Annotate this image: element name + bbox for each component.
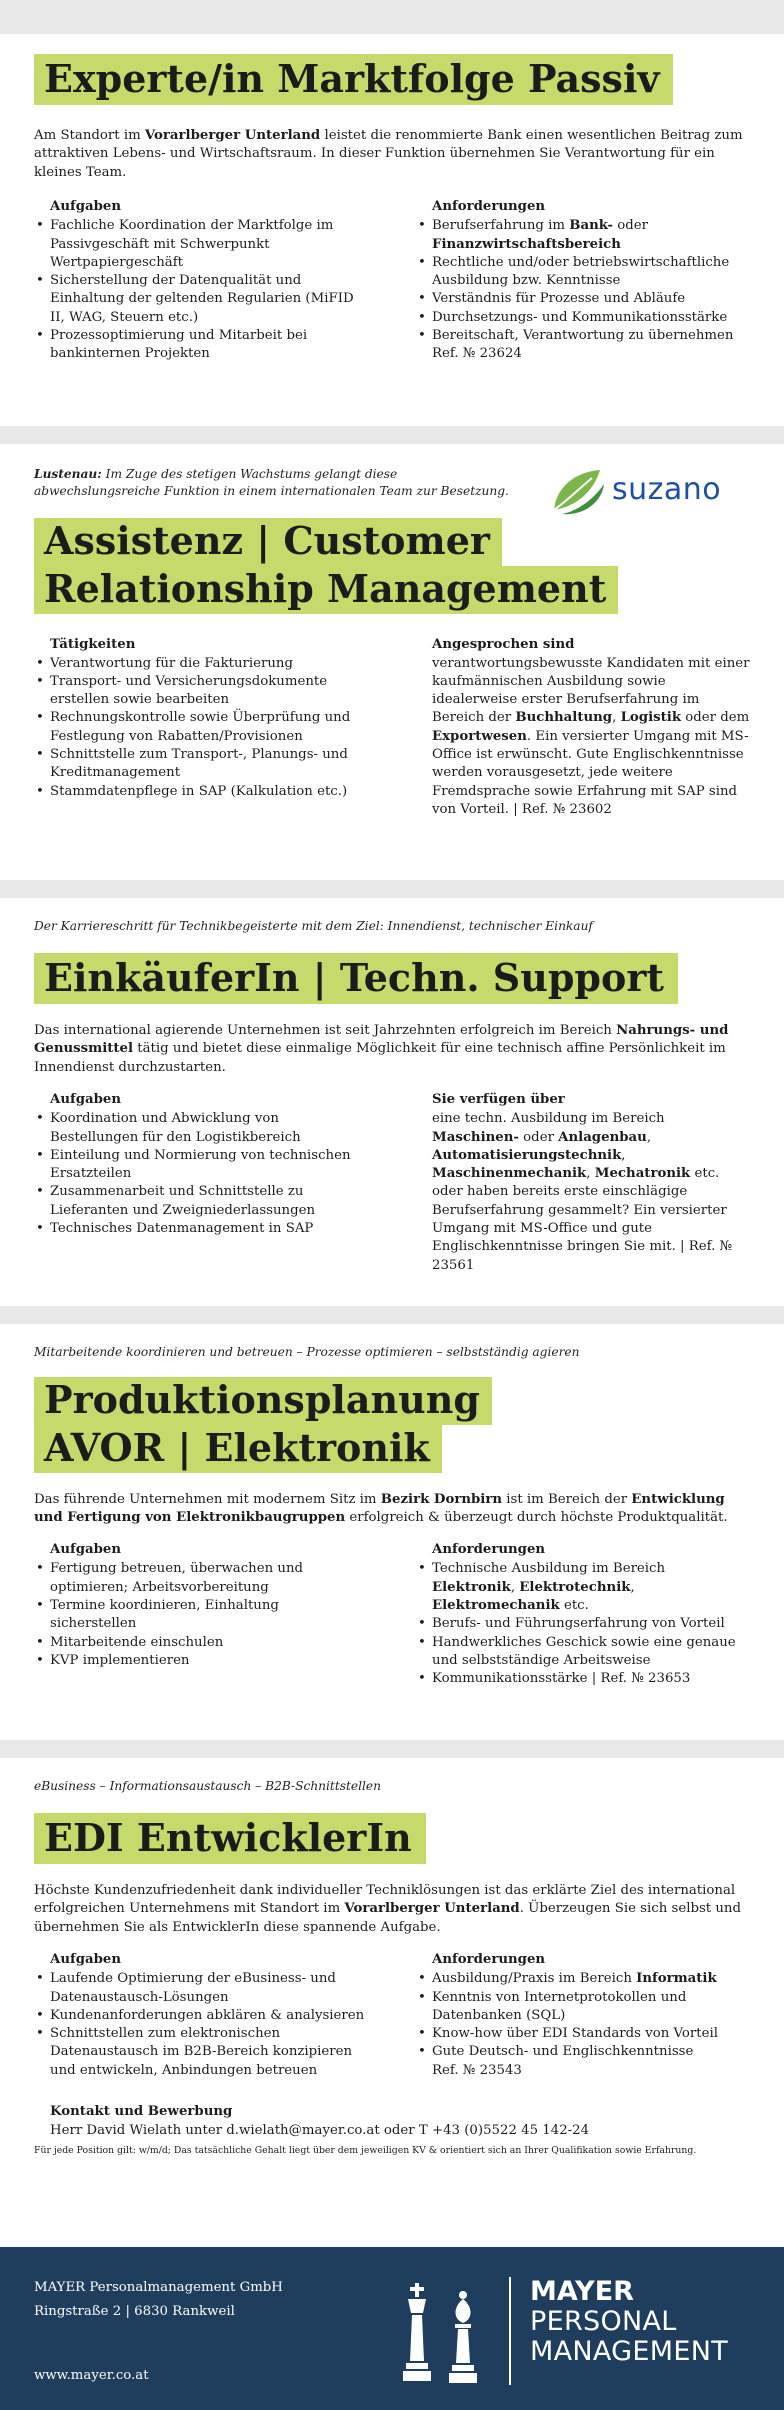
list-item: • Fachliche Koordination der Marktfolge im Passivgeschäft mit Schwerpunkt Wertpapiergeschäft (34, 217, 368, 272)
job-title-edi: EDI EntwicklerIn (34, 1813, 426, 1864)
list-item: • Technische Ausbildung im Bereich Elektronik, Elektrotechnik, Elektromechanik etc. (416, 1560, 750, 1615)
job-title-marktfolge: Experte/in Marktfolge Passiv (34, 54, 673, 105)
company-name: MAYER Personalmanagement GmbH (34, 2280, 283, 2295)
list-item: • Berufserfahrung im Bank- oder Finanzwirtschaftsbereich (416, 217, 750, 254)
list-item: • Schnittstelle zum Transport-, Planungs- und Kreditmanagement (34, 746, 368, 783)
reference-number: Ref. № 23543 (432, 2062, 522, 2078)
list-item: • Rechnungskontrolle sowie Überprüfung und Festlegung von Rabatten/Provisionen (34, 709, 368, 746)
profile-text: eine techn. Ausbildung im Bereich Maschinen- oder Anlagenbau, Automatisierungstechnik, Maschinenmechanik, Mechatronik etc. oder haben bereits erste einschlägige Berufserfahrung gesammelt? Ein versierter Umgang mit MS-Office und gute Englischkenntnisse bringen Sie mit. | Ref. № 23561 (432, 1111, 733, 1273)
chess-king-icon (400, 2283, 434, 2383)
list-item: • Stammdatenpflege in SAP (Kalkulation etc.) (34, 783, 368, 801)
requirements-column (416, 198, 750, 363)
list-item: • Kenntnis von Internetprotokollen und Datenbanken (SQL) (416, 1989, 750, 2026)
suzano-wordmark: suzano (612, 472, 722, 507)
job-card-crm (0, 444, 784, 880)
column-heading: Anforderungen (432, 199, 546, 215)
job-card-produktion (0, 1324, 784, 1740)
suzano-logo (552, 466, 748, 516)
list-item: • Fertigung betreuen, überwachen und optimieren; Arbeitsvorbereitung (34, 1560, 368, 1597)
column-heading: Aufgaben (50, 1952, 122, 1968)
profile-text: verantwortungsbewusste Kandidaten mit einer kaufmännischen Ausbildung sowie idealerweise erster Berufserfahrung im Bereich der Buchhaltung, Logistik oder dem Exportwesen. Ein versierter Umgang mit MS-Office ist erwünscht. Gute Englischkenntnisse werden vorausgesetzt, jede weitere Fremdsprache sowie Erfahrung mit SAP sind von Vorteil. | Ref. № 23602 (432, 655, 750, 817)
list-item: • Bereitschaft, Verantwortung zu übernehmen (416, 327, 750, 345)
list-item: • Know-how über EDI Standards von Vorteil (416, 2025, 750, 2043)
column-heading: Aufgaben (50, 1542, 122, 1558)
job-intro: Das führende Unternehmen mit modernem Sitz im Bezirk Dornbirn ist im Bereich der Entwicklung und Fertigung von Elektronikbaugruppen erfolgreich & überzeugt durch höchste Produktqualität. (34, 1491, 728, 1525)
list-item: • Technisches Datenmanagement in SAP (34, 1220, 368, 1238)
tasks-column (34, 1541, 368, 1688)
job-tagline: Lustenau: Im Zuge des stetigen Wachstums gelangt diese abwechslungsreiche Funktion in einem internationalen Team zur Besetzung. (34, 467, 509, 498)
list-item: • Kommunikationsstärke | Ref. № 23653 (416, 1670, 750, 1688)
column-heading: Anforderungen (432, 1542, 546, 1558)
suzano-leaf-icon (552, 466, 606, 516)
company-website[interactable]: www.mayer.co.at (34, 2368, 149, 2383)
contact-heading: Kontakt und Bewerbung (50, 2104, 233, 2120)
job-tagline: Mitarbeitende koordinieren und betreuen – Prozesse optimieren – selbstständig agieren (34, 1345, 580, 1359)
column-heading: Aufgaben (50, 1092, 122, 1108)
tasks-column (34, 1091, 368, 1275)
list-item: • Zusammenarbeit und Schnittstelle zu Lieferanten und Zweigniederlassungen (34, 1183, 368, 1220)
contact-line[interactable]: Herr David Wielath unter d.wielath@mayer.co.at oder T +43 (0)5522 45 142-24 (50, 2123, 590, 2139)
job-tagline: Der Karriereschritt für Technikbegeisterte mit dem Ziel: Innendienst, technischer Einkauf (34, 919, 593, 933)
mayer-logo: MAYER PERSONAL MANAGEMENT (530, 2276, 728, 2367)
list-item: • Koordination und Abwicklung von Bestellungen für den Logistikbereich (34, 1110, 368, 1147)
list-item: • Einteilung und Normierung von technischen Ersatzteilen (34, 1147, 368, 1184)
list-item: • Schnittstellen zum elektronischen Datenaustausch im B2B-Bereich konzipieren und entwickeln, Anbindungen betreuen (34, 2025, 368, 2080)
profile-column (416, 636, 750, 820)
job-intro: Das international agierende Unternehmen ist seit Jahrzehnten erfolgreich im Bereich Nahrungs- und Genussmittel tätig und bietet diese einmalige Möglichkeit für eine technisch affine Persönlichkeit im Innendienst durchzustarten. (34, 1023, 729, 1075)
logo-divider (509, 2277, 511, 2385)
tasks-column (34, 636, 368, 820)
list-item: • Verständnis für Prozesse und Abläufe (416, 290, 750, 308)
list-item: • Berufs- und Führungserfahrung von Vorteil (416, 1615, 750, 1633)
job-intro: Höchste Kundenzufriedenheit dank individueller Techniklösungen ist das erklärte Ziel des international erfolgreichen Unternehmens mit Standort im Vorarlberger Unterland. Überzeugen Sie sich selbst und übernehmen Sie als EntwicklerIn diese spannende Aufgabe. (34, 1883, 741, 1935)
company-address: Ringstraße 2 | 6830 Rankweil (34, 2304, 235, 2319)
list-item: • KVP implementieren (34, 1652, 368, 1670)
list-item: • Laufende Optimierung der eBusiness- und Datenaustausch-Lösungen (34, 1970, 368, 2007)
column-heading: Anforderungen (432, 1952, 546, 1968)
salary-note: Für jede Position gilt: w/m/d; Das tatsächliche Gehalt liegt über dem jeweiligen KV & orientiert sich an Ihrer Qualifikation sowie Erfahrung. (34, 2145, 697, 2157)
job-title-einkauf: EinkäuferIn | Techn. Support (34, 953, 678, 1004)
list-item: • Rechtliche und/oder betriebswirtschaftliche Ausbildung bzw. Kenntnisse (416, 254, 750, 291)
list-item: • Prozessoptimierung und Mitarbeit bei bankinternen Projekten (34, 327, 368, 364)
list-item: • Durchsetzungs- und Kommunikationsstärke (416, 309, 750, 327)
list-item: • Handwerkliches Geschick sowie eine genaue und selbstständige Arbeitsweise (416, 1634, 750, 1671)
job-title-crm: Assistenz | Customer Relationship Management (34, 518, 750, 614)
list-item: • Mitarbeitende einschulen (34, 1634, 368, 1652)
column-heading: Angesprochen sind (432, 636, 575, 652)
requirements-column (416, 1951, 750, 2080)
profile-column (416, 1091, 750, 1275)
column-heading: Aufgaben (50, 199, 122, 215)
list-item: • Ausbildung/Praxis im Bereich Informatik (416, 1970, 750, 1988)
job-tagline: eBusiness – Informationsaustausch – B2B-Schnittstellen (34, 1779, 381, 1793)
tasks-column (34, 1951, 368, 2080)
job-card-edi (0, 1758, 784, 2247)
job-intro: Am Standort im Vorarlberger Unterland leistet die renommierte Bank einen wesentlichen Beitrag zum attraktiven Lebens- und Wirtschaftsraum. In dieser Funktion übernehmen Sie Verantwortung für ein kleines Team. (34, 128, 743, 180)
tasks-column (34, 198, 368, 363)
job-card-marktfolge (0, 34, 784, 426)
list-item: • Transport- und Versicherungsdokumente erstellen sowie bearbeiten (34, 673, 368, 710)
contact-section (34, 2102, 750, 2140)
reference-number: Ref. № 23624 (432, 346, 522, 362)
column-heading: Tätigkeiten (50, 636, 136, 652)
list-item: • Termine koordinieren, Einhaltung sicherstellen (34, 1597, 368, 1634)
list-item: • Gute Deutsch- und Englischkenntnisse (416, 2043, 750, 2061)
list-item: • Verantwortung für die Fakturierung (34, 655, 368, 673)
requirements-column (416, 1541, 750, 1688)
column-heading: Sie verfügen über (432, 1092, 565, 1108)
footer (0, 2247, 784, 2410)
list-item: • Kundenanforderungen abklären & analysieren (34, 2007, 368, 2025)
chess-bishop-icon (446, 2291, 480, 2383)
list-item: • Sicherstellung der Datenqualität und Einhaltung der geltenden Regularien (MiFID II, WAG, Steuern etc.) (34, 272, 368, 327)
job-card-einkauf (0, 898, 784, 1306)
job-title-produktion: Produktionsplanung AVOR | Elektronik (34, 1377, 750, 1473)
